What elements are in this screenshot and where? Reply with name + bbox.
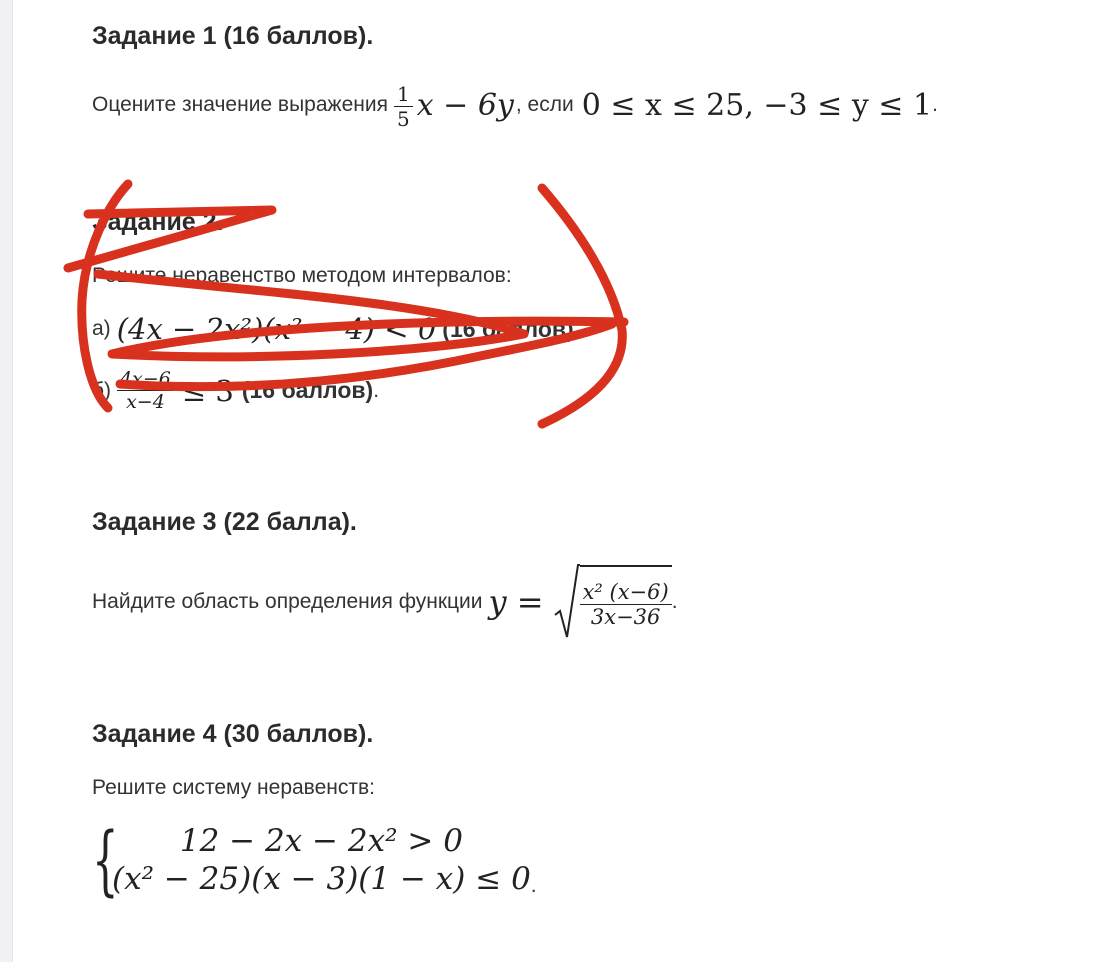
sqrt-sign-icon bbox=[554, 563, 580, 641]
task2-a-label: а) bbox=[92, 317, 111, 340]
task2-b-label: б) bbox=[92, 378, 112, 402]
task4-heading: Задание 4 (30 баллов). bbox=[92, 720, 374, 748]
task2-instruction: Решите неравенство методом интервалов: bbox=[92, 264, 512, 287]
task2-a-end: ; bbox=[573, 317, 580, 340]
task1-text-prefix: Оцените значение выражения bbox=[92, 93, 388, 116]
task4-lines bbox=[112, 822, 531, 898]
task3-fraction bbox=[580, 580, 672, 629]
task2-a-expression: (4x − 2x²)(x² − 4) < 0 bbox=[116, 312, 437, 346]
task2-part-a bbox=[92, 312, 580, 346]
scribble-stroke-5 bbox=[542, 188, 622, 424]
task3-rad-num: x² (x−6) bbox=[580, 580, 672, 605]
task2-b-fraction bbox=[117, 368, 174, 413]
task4-line2: (x² − 25)(x − 3)(1 − x) ≤ 0 bbox=[112, 861, 531, 897]
system-brace-icon: { bbox=[92, 815, 119, 904]
task1-heading: Задание 1 (16 баллов). bbox=[92, 22, 374, 50]
task1-frac-num: 1 bbox=[394, 82, 413, 107]
task1-end: . bbox=[932, 93, 938, 116]
task3-rad-den: 3x−36 bbox=[590, 604, 661, 629]
task3-text-prefix: Найдите область определения функции bbox=[92, 590, 483, 613]
task2-b-end: . bbox=[373, 378, 380, 402]
task2-b-rest: ≤ 3 bbox=[181, 373, 234, 408]
task1-expression: x − 6y bbox=[416, 87, 514, 123]
task1-fraction bbox=[394, 82, 413, 131]
task3-end: . bbox=[671, 590, 678, 613]
task3-radicand bbox=[580, 565, 672, 641]
task2-a-points: (16 баллов) bbox=[442, 315, 574, 342]
task2-b-num: 4x−6 bbox=[117, 368, 174, 391]
task3-heading: Задание 3 (22 балла). bbox=[92, 508, 357, 536]
task3-y-eq: y = bbox=[488, 583, 544, 621]
task1-frac-den: 5 bbox=[396, 106, 410, 131]
task3-statement bbox=[92, 562, 678, 642]
task1-statement bbox=[92, 70, 938, 140]
task2-part-b bbox=[92, 368, 379, 413]
task2-b-points: (16 баллов) bbox=[241, 377, 374, 403]
task4-end: . bbox=[530, 874, 537, 897]
task1-condition: 0 ≤ x ≤ 25, −3 ≤ y ≤ 1 bbox=[581, 87, 933, 123]
task2-heading: Задание 2. bbox=[92, 208, 224, 236]
task4-instruction: Решите систему неравенств: bbox=[92, 776, 375, 799]
task4-line1: 12 − 2x − 2x² > 0 bbox=[179, 823, 463, 859]
task1-text-if: , если bbox=[515, 93, 574, 116]
task4-system bbox=[92, 815, 537, 904]
page-left-border bbox=[0, 0, 13, 962]
task2-b-den: x−4 bbox=[126, 391, 165, 413]
task3-radical bbox=[554, 563, 672, 641]
